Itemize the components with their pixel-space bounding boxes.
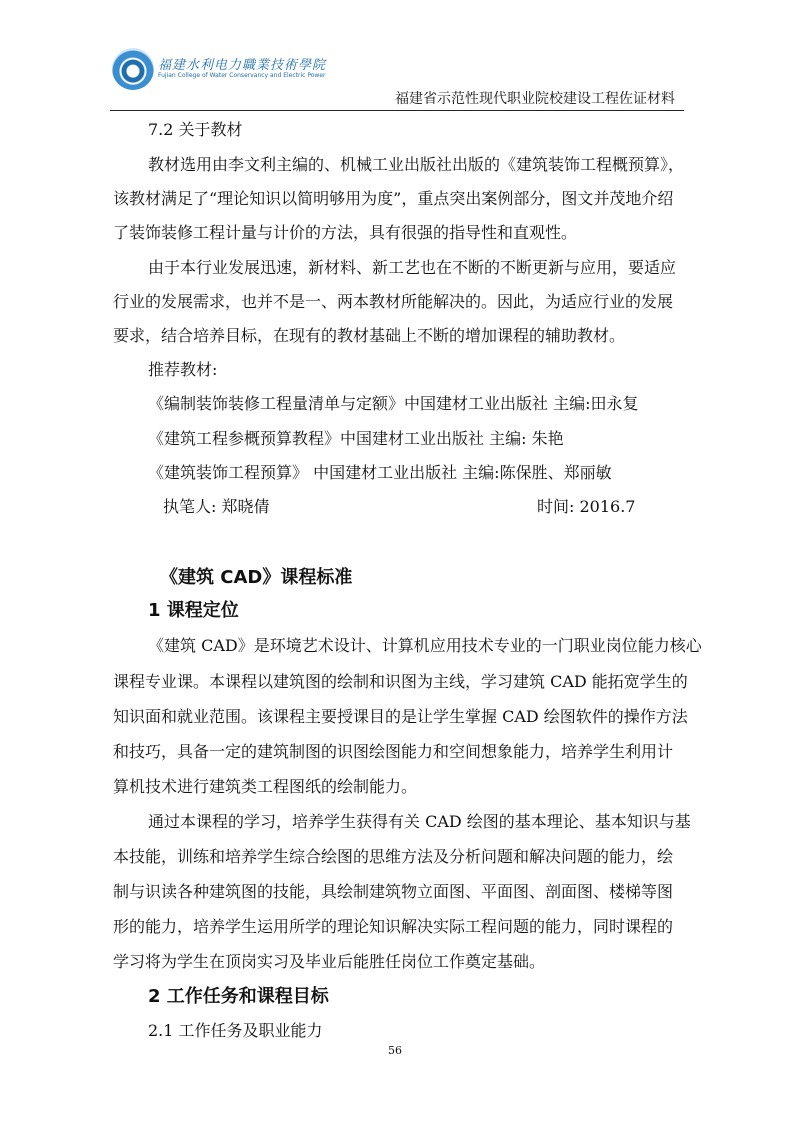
college-logo bbox=[112, 48, 327, 92]
paragraph-line: 算机技术进行建筑类工程图纸的绘制能力。 bbox=[113, 777, 418, 796]
page-number: 56 bbox=[388, 1044, 402, 1057]
section-2-heading: 2 工作任务和课程目标 bbox=[148, 986, 329, 1007]
college-emblem-icon bbox=[112, 48, 154, 90]
section-7-2-heading: 7.2 关于教材 bbox=[148, 120, 243, 139]
paragraph-line: 由于本行业发展迅速，新材料、新工艺也在不断的不断更新与应用，要适应 bbox=[148, 258, 677, 277]
paragraph-line: 了装饰装修工程计量与计价的方法，具有很强的指导性和直观性。 bbox=[113, 223, 578, 242]
logo-text: 福建水利电力職業技術學院 bbox=[158, 58, 327, 73]
author-line: 执笔人: 郑晓倩 bbox=[163, 497, 270, 516]
book-item: 《建筑工程参概预算教程》中国建材工业出版社 主编: 朱艳 bbox=[148, 429, 564, 448]
header-divider bbox=[110, 110, 684, 111]
paragraph-line: 课程专业课。本课程以建筑图的绘制和识图为主线，学习建筑 CAD 能拓宽学生的 bbox=[113, 672, 688, 691]
logo-subtext: Fujian College of Water Conservancy and Electric Power bbox=[158, 72, 326, 79]
paragraph-line: 本技能，训练和培养学生综合绘图的思维方法及分析问题和解决问题的能力，绘 bbox=[113, 847, 674, 866]
paragraph-line: 形的能力，培养学生运用所学的理论知识解决实际工程问题的能力，同时课程的 bbox=[113, 917, 674, 936]
book-item: 《编制装饰装修工程量清单与定额》中国建材工业出版社 主编:田永复 bbox=[148, 394, 639, 413]
paragraph-line: 该教材满足了“理论知识以简明够用为度”，重点突出案例部分，图文并茂地介绍 bbox=[113, 189, 674, 208]
paragraph-line: 通过本课程的学习，培养学生获得有关 CAD 绘图的基本理论、基本知识与基 bbox=[148, 812, 691, 831]
course-standard-title: 《建筑 CAD》课程标准 bbox=[160, 567, 353, 588]
section-2-1-heading: 2.1 工作任务及职业能力 bbox=[148, 1021, 323, 1040]
header-title: 福建省示范性现代职业院校建设工程佐证材料 bbox=[395, 91, 675, 107]
paragraph-line: 和技巧，具备一定的建筑制图的识图绘图能力和空间想象能力，培养学生利用计 bbox=[113, 742, 674, 761]
paragraph-line: 《建筑 CAD》是环境艺术设计、计算机应用技术专业的一门职业岗位能力核心 bbox=[148, 636, 702, 655]
date-line: 时间: 2016.7 bbox=[537, 497, 636, 516]
paragraph-line: 知识面和就业范围。该课程主要授课目的是让学生掌握 CAD 绘图软件的操作方法 bbox=[113, 707, 688, 726]
paragraph-line: 学习将为学生在顶岗实习及毕业后能胜任岗位工作奠定基础。 bbox=[113, 952, 546, 971]
book-item: 《建筑装饰工程预算》 中国建材工业出版社 主编:陈保胜、郑丽敏 bbox=[148, 463, 612, 482]
paragraph-line: 要求，结合培养目标，在现有的教材基础上不断的增加课程的辅助教材。 bbox=[113, 326, 626, 345]
recommend-label: 推荐教材: bbox=[148, 360, 218, 379]
section-1-heading: 1 课程定位 bbox=[148, 600, 239, 621]
paragraph-line: 制与识读各种建筑图的技能，具绘制建筑物立面图、平面图、剖面图、楼梯等图 bbox=[113, 882, 674, 901]
paragraph-line: 行业的发展需求，也并不是一、两本教材所能解决的。因此，为适应行业的发展 bbox=[113, 292, 674, 311]
paragraph-line: 教材选用由李文利主编的、机械工业出版社出版的《建筑装饰工程概预算》， bbox=[148, 155, 685, 174]
